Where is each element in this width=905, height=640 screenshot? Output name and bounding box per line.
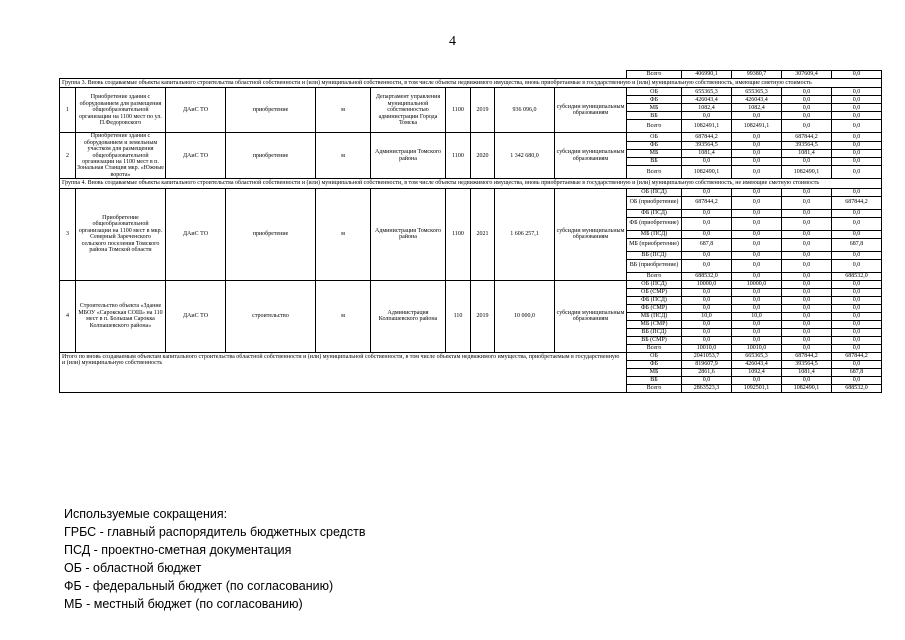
amount-cell: 10000,0 <box>682 280 732 288</box>
amount-cell: 687844,2 <box>682 196 732 209</box>
amount-cell: 1082490,1 <box>782 165 832 178</box>
amount-cell: 687,8 <box>832 238 882 251</box>
amount-cell: 0,0 <box>682 288 732 296</box>
group-title-row <box>60 179 882 188</box>
budget-source-cell: МБ (приобретение) <box>627 238 682 251</box>
amount-cell: 2041053,7 <box>682 352 732 360</box>
amount-cell: 0,0 <box>782 320 832 328</box>
object-unit: м <box>316 280 371 352</box>
amount-cell: 0,0 <box>732 209 782 217</box>
blank-cell <box>60 71 627 79</box>
amount-cell: 0,0 <box>782 188 832 196</box>
budget-source-cell: МБ <box>627 104 682 112</box>
amount-cell: 426043,4 <box>732 96 782 104</box>
object-name: Приобретение общеобразовательной организации на 1100 мест в мкр. Северный Зареченского сельского поселения Томского района Томской области <box>76 188 166 280</box>
amount-cell: 0,0 <box>732 149 782 157</box>
budget-source-cell: ОБ (ПСД) <box>627 188 682 196</box>
budget-source-cell: ФБ (приобретение) <box>627 217 682 230</box>
amount-cell: 687844,2 <box>682 133 732 141</box>
amount-cell: 0,0 <box>732 157 782 165</box>
object-budget-row <box>60 188 882 196</box>
amount-cell: 406990,1 <box>682 71 732 79</box>
object-cost: 1 606 257,1 <box>495 188 555 280</box>
object-capacity: 1100 <box>446 133 471 179</box>
legend-title: Используемые сокращения: <box>64 507 228 521</box>
amount-cell: 0,0 <box>682 188 732 196</box>
budget-source-cell: ФБ <box>627 141 682 149</box>
amount-cell: 0,0 <box>682 217 732 230</box>
amount-cell: 0,0 <box>682 376 732 384</box>
amount-cell: 0,0 <box>782 104 832 112</box>
amount-cell: 0,0 <box>782 238 832 251</box>
legend-item: ПСД - проектно-сметная документация <box>64 543 292 557</box>
amount-cell: 0,0 <box>782 196 832 209</box>
legend-item: ФБ - федеральный бюджет (по согласованию) <box>64 579 334 593</box>
amount-cell: 10,0 <box>682 312 732 320</box>
amount-cell: 1082490,1 <box>782 384 832 392</box>
amount-cell: 10,0 <box>732 312 782 320</box>
group-title: Группа 4. Вновь создаваемые объекты капитального строительства областной собственности и (или) муниципальной собственности, в том числе объекты недвижимого имущества, вновь приобретаемые в государственную и (или) муниципальную собственность, не имеющие сметную стоимость <box>60 179 882 188</box>
amount-cell: 1082491,1 <box>682 120 732 133</box>
amount-cell: 0,0 <box>832 280 882 288</box>
amount-cell: 0,0 <box>782 96 832 104</box>
amount-cell: 0,0 <box>832 328 882 336</box>
amount-cell: 688532,0 <box>682 272 732 280</box>
amount-cell: 0,0 <box>732 141 782 149</box>
budget-source-cell: ВБ <box>627 157 682 165</box>
amount-cell: 0,0 <box>832 104 882 112</box>
amount-cell: 0,0 <box>832 112 882 120</box>
amount-cell: 0,0 <box>782 328 832 336</box>
object-method: субсидии муниципальным образованиям <box>555 280 627 352</box>
amount-cell: 393564,5 <box>682 141 732 149</box>
object-number: 1 <box>60 88 76 133</box>
amount-cell: 1082,4 <box>732 104 782 112</box>
budget-source-cell: МБ <box>627 368 682 376</box>
amount-cell: 1081,4 <box>782 149 832 157</box>
object-year: 2021 <box>471 188 495 280</box>
amount-cell: 0,0 <box>782 336 832 344</box>
amount-cell: 0,0 <box>782 120 832 133</box>
amount-cell: 0,0 <box>782 376 832 384</box>
amount-cell: 393564,5 <box>782 141 832 149</box>
amount-cell: 0,0 <box>832 133 882 141</box>
amount-cell: 0,0 <box>682 320 732 328</box>
amount-cell: 687,8 <box>682 238 732 251</box>
amount-cell: 0,0 <box>782 304 832 312</box>
legend-item: ГРБС - главный распорядитель бюджетных средств <box>64 525 366 539</box>
budget-source-cell: МБ (СМР) <box>627 320 682 328</box>
amount-cell: 0,0 <box>682 296 732 304</box>
amount-cell: 0,0 <box>732 188 782 196</box>
amount-cell: 0,0 <box>832 209 882 217</box>
amount-cell: 0,0 <box>732 251 782 259</box>
budget-source-cell: ОБ <box>627 133 682 141</box>
object-number: 4 <box>60 280 76 352</box>
amount-cell: 0,0 <box>832 157 882 165</box>
budget-source-cell: Всего <box>627 165 682 178</box>
amount-cell: 0,0 <box>832 120 882 133</box>
amount-cell: 0,0 <box>832 259 882 272</box>
amount-cell: 1081,4 <box>782 368 832 376</box>
object-form: приобретение <box>226 188 316 280</box>
object-method: субсидии муниципальным образованиям <box>555 88 627 133</box>
amount-cell: 0,0 <box>782 272 832 280</box>
object-recipient: Администрация Колпашевского района <box>371 280 446 352</box>
group-title-row <box>60 79 882 88</box>
object-unit: м <box>316 88 371 133</box>
summary-label: Итого по вновь создаваемым объектам капитального строительства областной собственности и (или) муниципальной собственности, в том числе объектам недвижимого имущества, приобретаемым в государственную и (или) муниципальную собственность <box>60 352 627 392</box>
amount-cell: 0,0 <box>732 328 782 336</box>
amount-cell: 0,0 <box>832 217 882 230</box>
amount-cell: 0,0 <box>832 149 882 157</box>
amount-cell: 0,0 <box>832 71 882 79</box>
object-year: 2019 <box>471 280 495 352</box>
amount-cell: 0,0 <box>832 344 882 352</box>
object-form: приобретение <box>226 133 316 179</box>
budget-source-cell: Всего <box>627 384 682 392</box>
legend-item: МБ - местный бюджет (по согласованию) <box>64 597 303 611</box>
amount-cell: 687844,2 <box>832 352 882 360</box>
object-budget-row <box>60 133 882 141</box>
budget-source-cell: ФБ (ПСД) <box>627 209 682 217</box>
budget-source-cell: ОБ (приобретение) <box>627 196 682 209</box>
amount-cell: 0,0 <box>782 209 832 217</box>
page-number: 4 <box>449 34 456 49</box>
object-number: 3 <box>60 188 76 280</box>
legend-item: ОБ - областной бюджет <box>64 561 202 575</box>
amount-cell: 1082491,1 <box>732 120 782 133</box>
budget-source-cell: Всего <box>627 120 682 133</box>
budget-source-cell: МБ (ПСД) <box>627 230 682 238</box>
amount-cell: 0,0 <box>782 280 832 288</box>
amount-cell: 0,0 <box>832 188 882 196</box>
amount-cell: 655365,3 <box>682 88 732 96</box>
table-body <box>60 71 882 393</box>
object-capacity: 1100 <box>446 188 471 280</box>
amount-cell: 0,0 <box>682 209 732 217</box>
amount-cell: 2863523,3 <box>682 384 732 392</box>
amount-cell: 0,0 <box>732 296 782 304</box>
object-cost: 10 000,0 <box>495 280 555 352</box>
amount-cell: 0,0 <box>782 251 832 259</box>
object-method: субсидии муниципальным образованиям <box>555 188 627 280</box>
amount-cell: 0,0 <box>682 230 732 238</box>
amount-cell: 0,0 <box>732 165 782 178</box>
object-form: приобретение <box>226 88 316 133</box>
budget-source-cell: Всего <box>627 272 682 280</box>
amount-cell: 393564,5 <box>782 360 832 368</box>
amount-cell: 0,0 <box>732 196 782 209</box>
budget-source-cell: ОБ (СМР) <box>627 288 682 296</box>
object-name: Приобретение здания с оборудованием для размещения общеобразовательной организации на 1100 мест по ул. П.Федоровского <box>76 88 166 133</box>
object-year: 2019 <box>471 88 495 133</box>
object-budget-row <box>60 280 882 288</box>
amount-cell: 1092501,1 <box>732 384 782 392</box>
amount-cell: 0,0 <box>732 259 782 272</box>
object-capacity: 110 <box>446 280 471 352</box>
budget-source-cell: МБ <box>627 149 682 157</box>
budget-source-cell: ВБ (СМР) <box>627 336 682 344</box>
amount-cell: 99380,7 <box>732 71 782 79</box>
amount-cell: 0,0 <box>832 296 882 304</box>
top-total-row <box>60 71 882 79</box>
budget-source-cell: ВБ (приобретение) <box>627 259 682 272</box>
amount-cell: 0,0 <box>782 217 832 230</box>
amount-cell: 0,0 <box>732 288 782 296</box>
object-grbs: ДАиС ТО <box>166 280 226 352</box>
amount-cell: 10010,0 <box>682 344 732 352</box>
object-year: 2020 <box>471 133 495 179</box>
object-cost: 1 342 680,0 <box>495 133 555 179</box>
object-grbs: ДАиС ТО <box>166 133 226 179</box>
budget-source-cell: Всего <box>627 71 682 79</box>
budget-source-cell: ВБ <box>627 112 682 120</box>
budget-source-cell: ВБ (ПСД) <box>627 328 682 336</box>
budget-source-cell: ОБ <box>627 88 682 96</box>
amount-cell: 0,0 <box>732 336 782 344</box>
object-name: Приобретение здания с оборудованием и земельным участком для размещения общеобразовательной организации на 1100 мест в п. Зональная Станция мкр. «Южные ворота» <box>77 133 164 178</box>
amount-cell: 0,0 <box>782 288 832 296</box>
amount-cell: 0,0 <box>732 217 782 230</box>
amount-cell: 10000,0 <box>732 280 782 288</box>
amount-cell: 0,0 <box>682 336 732 344</box>
amount-cell: 0,0 <box>832 230 882 238</box>
amount-cell: 688532,0 <box>832 384 882 392</box>
budget-source-cell: ФБ (ПСД) <box>627 296 682 304</box>
object-cost: 936 096,0 <box>495 88 555 133</box>
budget-source-cell: МБ (ПСД) <box>627 312 682 320</box>
amount-cell: 0,0 <box>832 360 882 368</box>
object-recipient: Администрация Томского района <box>371 188 446 280</box>
summary-row <box>60 352 882 360</box>
amount-cell: 0,0 <box>732 112 782 120</box>
object-capacity: 1100 <box>446 88 471 133</box>
amount-cell: 0,0 <box>732 238 782 251</box>
amount-cell: 687,8 <box>832 368 882 376</box>
amount-cell: 0,0 <box>832 96 882 104</box>
budget-source-cell: ФБ (СМР) <box>627 304 682 312</box>
amount-cell: 0,0 <box>832 165 882 178</box>
amount-cell: 0,0 <box>832 312 882 320</box>
amount-cell: 0,0 <box>782 344 832 352</box>
amount-cell: 687844,2 <box>832 196 882 209</box>
amount-cell: 1082490,1 <box>682 165 732 178</box>
budget-source-cell: ФБ <box>627 96 682 104</box>
amount-cell: 0,0 <box>832 288 882 296</box>
object-method: субсидии муниципальным образованиям <box>555 133 627 179</box>
amount-cell: 1082,4 <box>682 104 732 112</box>
budget-source-cell: ВБ (ПСД) <box>627 251 682 259</box>
abbreviations-legend <box>64 505 366 613</box>
budget-source-cell: ОБ (ПСД) <box>627 280 682 288</box>
amount-cell: 10010,0 <box>732 344 782 352</box>
amount-cell: 1081,4 <box>682 149 732 157</box>
object-form: строительство <box>226 280 316 352</box>
amount-cell: 0,0 <box>832 336 882 344</box>
amount-cell: 0,0 <box>732 272 782 280</box>
amount-cell: 665365,3 <box>732 352 782 360</box>
object-recipient: Администрация Томского района <box>371 133 446 179</box>
amount-cell: 0,0 <box>832 141 882 149</box>
object-number: 2 <box>60 133 76 179</box>
object-recipient: Департамент управления муниципальной собственностью администрации Города Томска <box>371 88 446 133</box>
amount-cell: 0,0 <box>682 112 732 120</box>
amount-cell: 0,0 <box>832 320 882 328</box>
amount-cell: 0,0 <box>732 320 782 328</box>
amount-cell: 0,0 <box>732 304 782 312</box>
amount-cell: 2861,6 <box>682 368 732 376</box>
group-title: Группа 3. Вновь создаваемые объекты капитального строительства областной собственности и (или) муниципальной собственности, в том числе объекты недвижимого имущества, вновь приобретаемые в государственную и (или) муниципальную собственность, имеющие сметную стоимость <box>60 79 882 88</box>
amount-cell: 655365,3 <box>732 88 782 96</box>
amount-cell: 687844,2 <box>782 352 832 360</box>
amount-cell: 687844,2 <box>782 133 832 141</box>
amount-cell: 0,0 <box>732 133 782 141</box>
amount-cell: 0,0 <box>832 88 882 96</box>
amount-cell: 0,0 <box>832 251 882 259</box>
object-grbs: ДАиС ТО <box>166 88 226 133</box>
amount-cell: 0,0 <box>832 376 882 384</box>
amount-cell: 0,0 <box>682 251 732 259</box>
budget-source-cell: ФБ <box>627 360 682 368</box>
amount-cell: 0,0 <box>732 230 782 238</box>
amount-cell: 0,0 <box>782 259 832 272</box>
object-name: Строительство объекта «Здание МБОУ «Сарокская СОШ» на 110 мест в п. Большая Сарокка Колпашевского района» <box>76 280 166 352</box>
budget-source-cell: ВБ <box>627 376 682 384</box>
amount-cell: 0,0 <box>782 230 832 238</box>
amount-cell: 819607,9 <box>682 360 732 368</box>
amount-cell: 0,0 <box>732 376 782 384</box>
amount-cell: 307609,4 <box>782 71 832 79</box>
object-unit: м <box>316 188 371 280</box>
amount-cell: 0,0 <box>782 157 832 165</box>
budget-source-cell: ОБ <box>627 352 682 360</box>
amount-cell: 0,0 <box>682 259 732 272</box>
amount-cell: 1092,4 <box>732 368 782 376</box>
amount-cell: 0,0 <box>832 304 882 312</box>
object-unit: м <box>316 133 371 179</box>
investment-objects-table <box>59 70 882 393</box>
amount-cell: 0,0 <box>682 328 732 336</box>
object-budget-row <box>60 88 882 96</box>
amount-cell: 0,0 <box>782 312 832 320</box>
amount-cell: 0,0 <box>782 296 832 304</box>
amount-cell: 0,0 <box>682 304 732 312</box>
amount-cell: 426043,4 <box>732 360 782 368</box>
budget-source-cell: Всего <box>627 344 682 352</box>
amount-cell: 0,0 <box>782 88 832 96</box>
object-grbs: ДАиС ТО <box>166 188 226 280</box>
amount-cell: 688532,0 <box>832 272 882 280</box>
amount-cell: 426043,4 <box>682 96 732 104</box>
amount-cell: 0,0 <box>682 157 732 165</box>
amount-cell: 0,0 <box>782 112 832 120</box>
